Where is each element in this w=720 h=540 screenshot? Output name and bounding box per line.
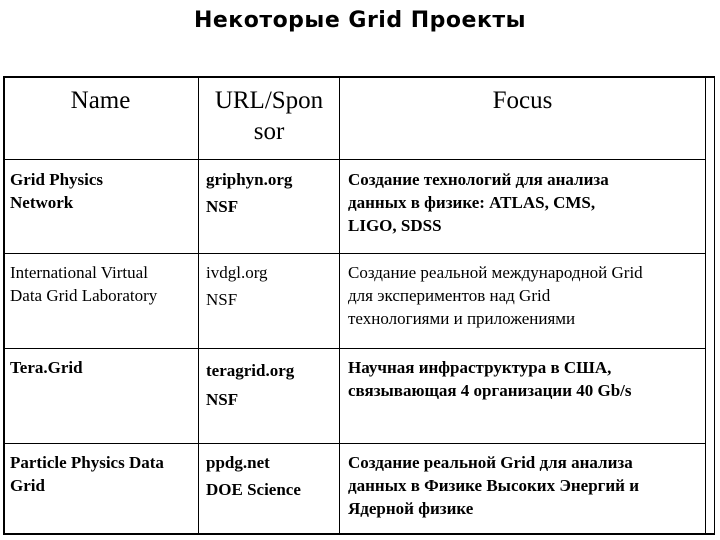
- cell-line: Создание реальной Grid для анализа: [348, 453, 633, 472]
- row-divider: [3, 443, 705, 444]
- cell-line: International Virtual: [10, 263, 148, 282]
- header-url-line: sor: [253, 118, 285, 145]
- header-focus: Focus: [492, 87, 553, 114]
- cell-line: ivdgl.org: [206, 263, 268, 282]
- cell-line: Particle Physics Data: [10, 453, 164, 472]
- cell-line: Network: [10, 193, 74, 212]
- cell-line: NSF: [206, 290, 238, 309]
- cell-line: связывающая 4 организации 40 Gb/s: [348, 381, 632, 400]
- cell-line: Научная инфраструктура в США,: [348, 358, 612, 377]
- row-3-url: [206, 356, 294, 414]
- cell-line: Создание реальной международной Grid: [348, 263, 643, 282]
- row-1-url: [206, 166, 292, 220]
- cell-line: DOE Science: [206, 480, 301, 499]
- cell-line: NSF: [206, 390, 239, 409]
- cell-line: Grid: [10, 476, 45, 495]
- row-1-name: [10, 168, 103, 214]
- row-1-focus: [348, 168, 609, 237]
- cell-line: данных в физике: ATLAS, CMS,: [348, 193, 596, 212]
- row-3-focus: [348, 356, 632, 402]
- table-right-edge: [705, 76, 715, 535]
- cell-line: ppdg.net: [206, 453, 270, 472]
- cell-line: Ядерной физике: [348, 499, 474, 518]
- header-url-line: URL/Spon: [214, 87, 324, 114]
- row-2-url: [206, 259, 268, 313]
- header-url-sponsor: [199, 85, 339, 147]
- header-name: Name: [70, 87, 131, 114]
- cell-line: Создание технологий для анализа: [348, 170, 609, 189]
- row-4-focus: [348, 451, 639, 520]
- cell-line: технологиями и приложениями: [348, 309, 576, 328]
- cell-line: teragrid.org: [206, 361, 295, 380]
- column-divider: [339, 76, 340, 535]
- row-2-focus: [348, 261, 643, 330]
- cell-line: для экспериментов над Grid: [348, 286, 551, 305]
- page-title: Некоторые Grid Проекты: [193, 8, 527, 33]
- row-2-name: [10, 261, 157, 307]
- cell-line: данных в Физике Высоких Энергий и: [348, 476, 640, 495]
- row-divider: [3, 159, 705, 160]
- cell-line: NSF: [206, 197, 239, 216]
- cell-line: Grid Physics: [10, 170, 104, 189]
- row-4-name: [10, 451, 164, 497]
- cell-line: Data Grid Laboratory: [10, 286, 158, 305]
- row-3-name: [10, 356, 83, 379]
- row-divider: [3, 348, 705, 349]
- cell-line: griphyn.org: [206, 170, 293, 189]
- row-divider: [3, 253, 705, 254]
- row-4-url: [206, 449, 301, 503]
- cell-line: Tera.Grid: [10, 358, 83, 377]
- cell-line: LIGO, SDSS: [348, 216, 442, 235]
